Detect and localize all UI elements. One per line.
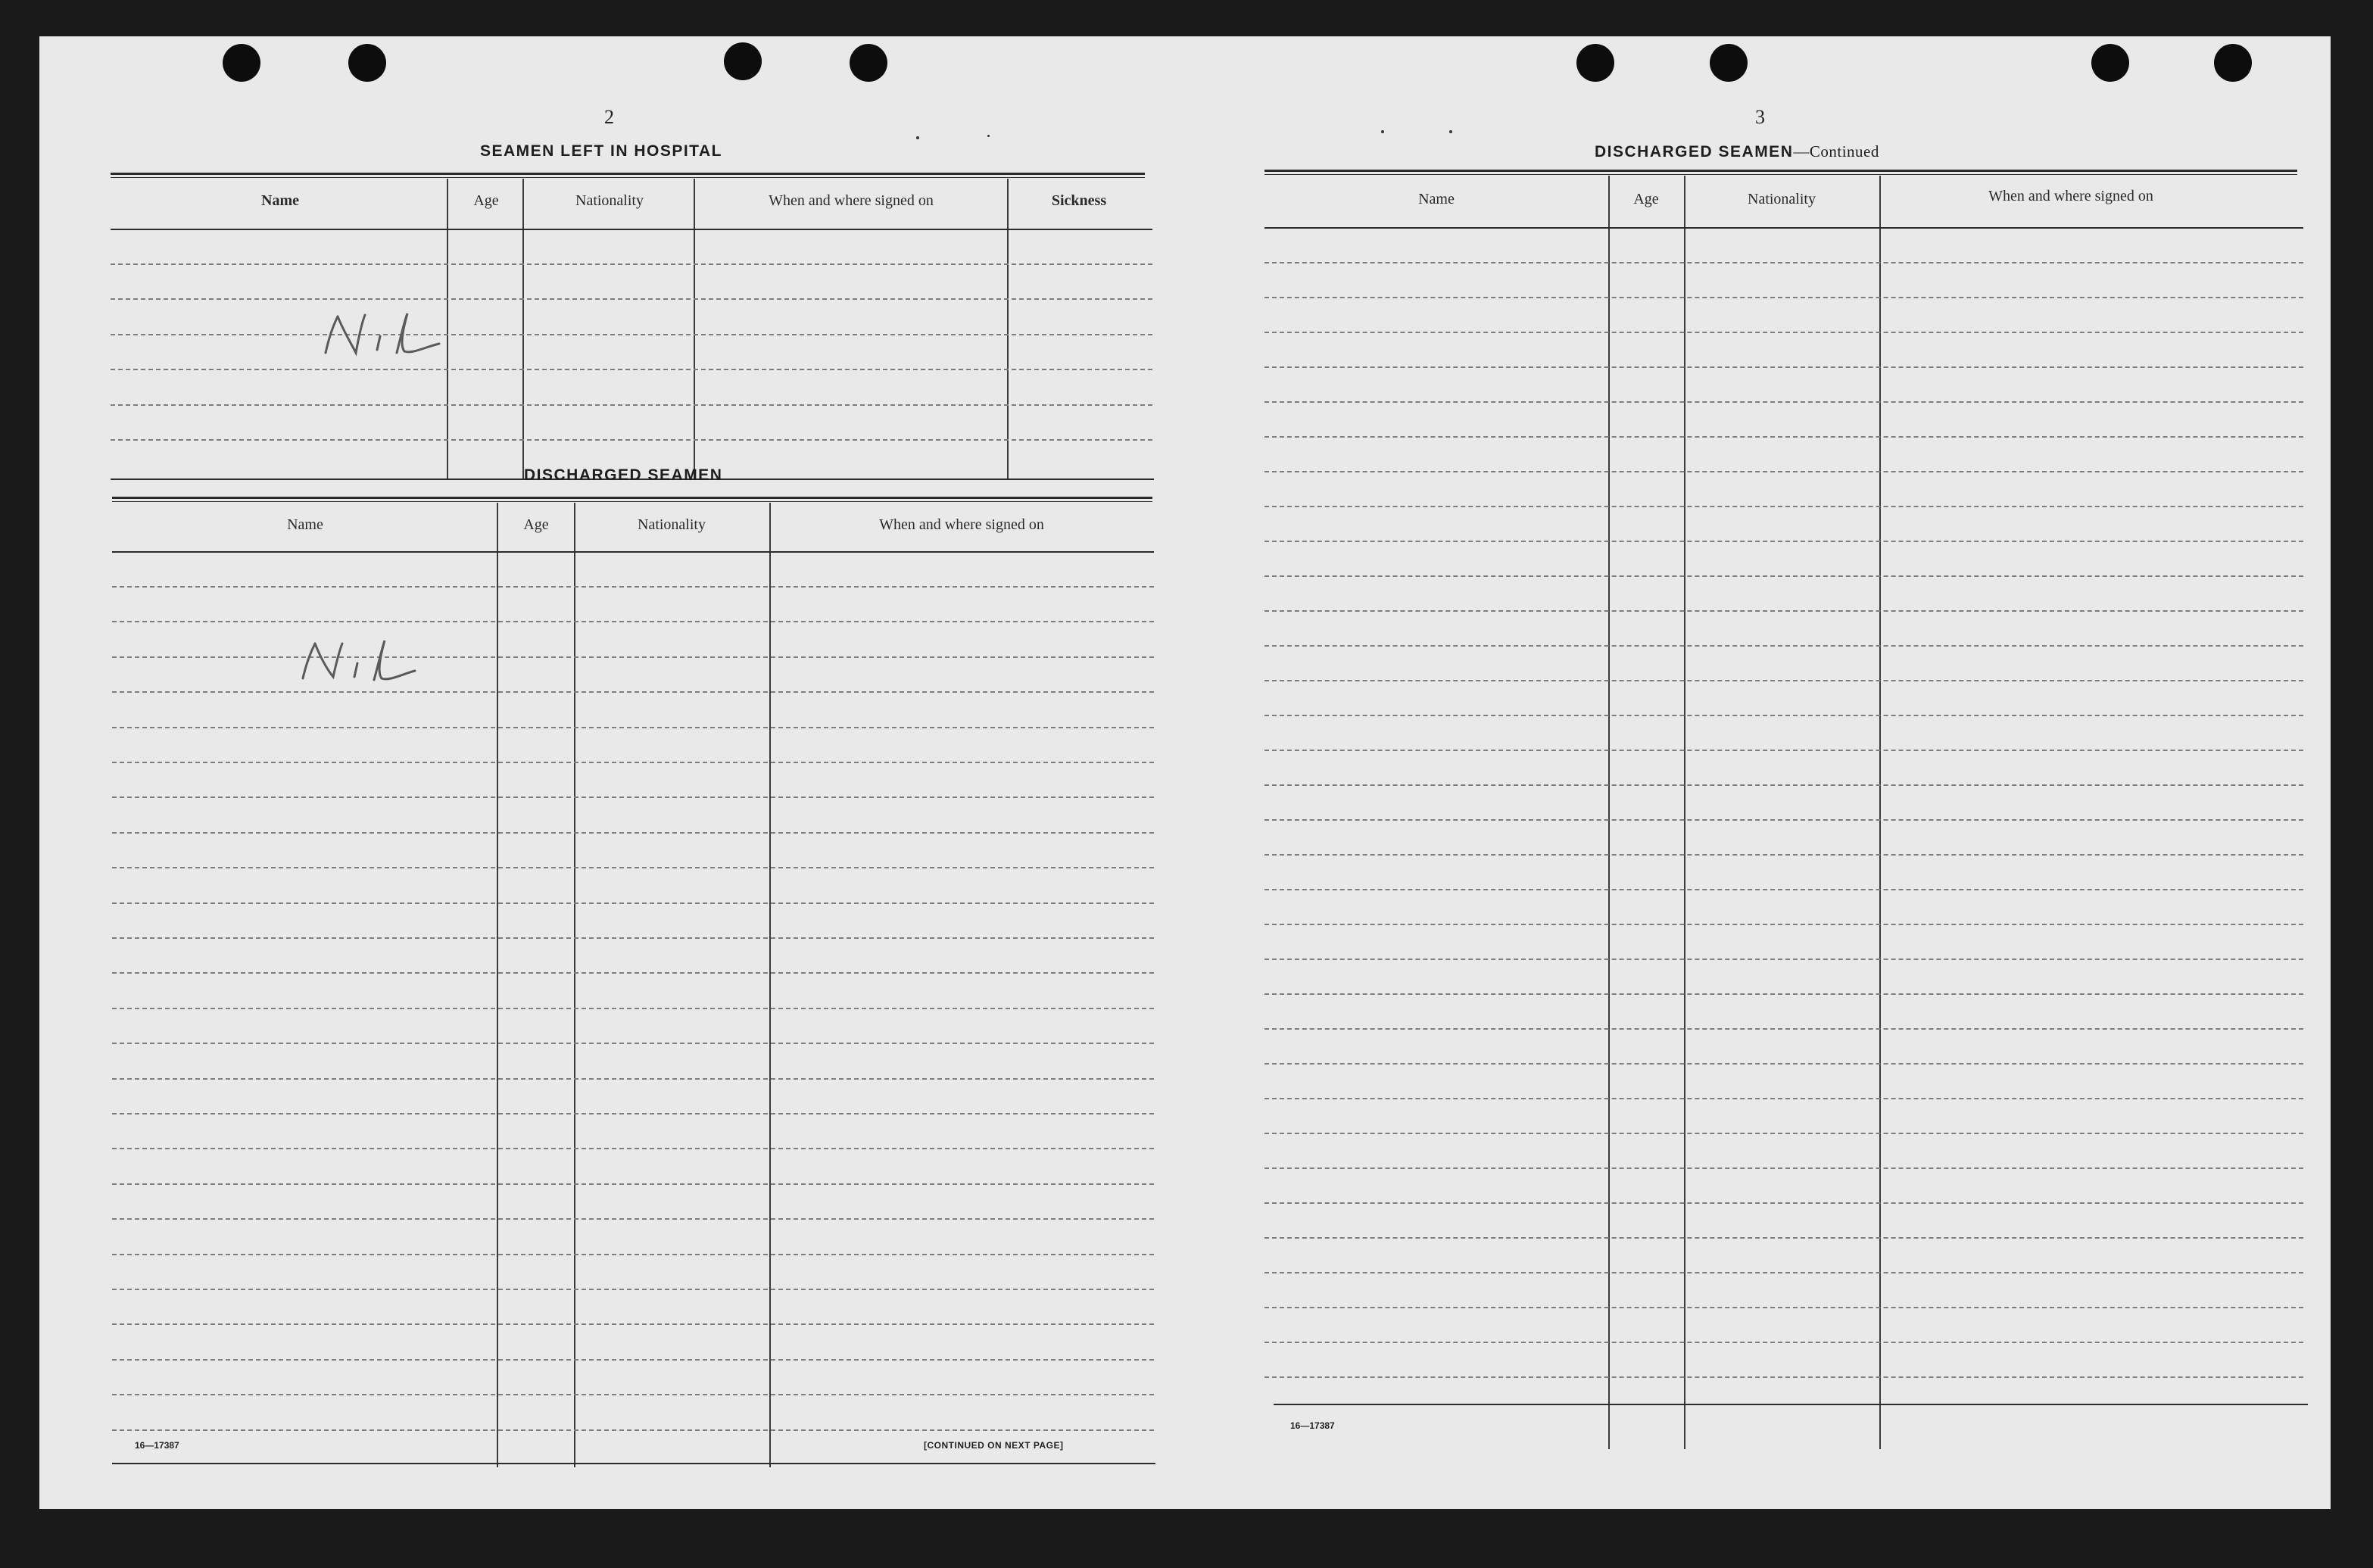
punch-hole — [2091, 44, 2129, 82]
column-divider — [497, 503, 498, 1467]
ruled-row-line — [112, 972, 1154, 974]
ruled-row-line — [1264, 262, 2303, 263]
ruled-row-line — [112, 762, 1154, 763]
column-header-signed-on: When and where signed on — [769, 192, 934, 209]
ruled-row-line — [1264, 1133, 2303, 1134]
column-header-name: Name — [1418, 191, 1455, 207]
header-underline — [111, 229, 1152, 230]
table-top-rule — [112, 497, 1152, 499]
ruled-row-line — [112, 1323, 1154, 1325]
ruled-row-line — [112, 937, 1154, 939]
ruled-row-line — [112, 586, 1154, 588]
ruled-row-line — [1264, 401, 2303, 403]
ruled-row-line — [1264, 1376, 2303, 1378]
ruled-row-line — [112, 656, 1154, 658]
ruled-row-line — [1264, 1098, 2303, 1099]
ruled-row-line — [1264, 889, 2303, 890]
ruled-row-line — [1264, 1272, 2303, 1273]
ruled-row-line — [112, 1254, 1154, 1255]
ruled-row-line — [112, 1148, 1154, 1149]
handwritten-nil — [312, 300, 448, 368]
ruled-row-line — [1264, 854, 2303, 856]
ruled-row-line — [112, 1289, 1154, 1290]
continued-note: [CONTINUED ON NEXT PAGE] — [924, 1440, 1064, 1451]
page-number: 3 — [1755, 106, 1765, 128]
ruled-row-line — [112, 1429, 1154, 1431]
handwritten-nil — [291, 630, 427, 690]
table-top-rule — [112, 501, 1152, 502]
ruled-row-line — [1264, 784, 2303, 786]
ruled-row-line — [112, 1008, 1154, 1009]
scan-speck — [1449, 130, 1452, 133]
table-bottom-rule — [1274, 1404, 2308, 1405]
ruled-row-line — [112, 621, 1154, 622]
table-top-rule — [1264, 170, 2297, 172]
ruled-row-line — [112, 1218, 1154, 1220]
title-main: DISCHARGED SEAMEN — [1595, 143, 1794, 161]
ruled-row-line — [111, 263, 1152, 265]
scan-speck — [1381, 130, 1384, 133]
ruled-row-line — [112, 1359, 1154, 1361]
ruled-row-line — [112, 1183, 1154, 1185]
ruled-row-line — [111, 334, 1152, 335]
column-header-nationality: Nationality — [575, 192, 644, 209]
column-header-nationality: Nationality — [638, 516, 706, 533]
ruled-row-line — [112, 1078, 1154, 1080]
ruled-row-line — [1264, 1167, 2303, 1169]
ruled-row-line — [1264, 1237, 2303, 1239]
header-underline — [1264, 227, 2303, 229]
punch-hole — [1710, 44, 1748, 82]
ruled-row-line — [1264, 959, 2303, 960]
ruled-row-line — [112, 867, 1154, 868]
ruled-row-line — [1264, 993, 2303, 995]
ruled-row-line — [1264, 471, 2303, 472]
ruled-row-line — [112, 1394, 1154, 1395]
form-code: 16—17387 — [135, 1440, 179, 1451]
column-divider — [769, 503, 771, 1467]
ruled-row-line — [1264, 575, 2303, 577]
header-underline — [112, 551, 1154, 553]
ruled-row-line — [1264, 506, 2303, 507]
hospital-section-title: SEAMEN LEFT IN HOSPITAL — [480, 142, 722, 160]
ruled-row-line — [1264, 750, 2303, 751]
ruled-row-line — [1264, 297, 2303, 298]
column-header-name: Name — [261, 192, 299, 209]
punch-hole — [850, 44, 887, 82]
ruled-row-line — [112, 727, 1154, 728]
ruled-row-line — [1264, 715, 2303, 716]
ruled-row-line — [1264, 1028, 2303, 1030]
ruled-row-line — [1264, 1063, 2303, 1065]
table-top-rule — [111, 173, 1145, 175]
scan-speck — [916, 136, 919, 139]
ruled-row-line — [112, 796, 1154, 798]
ruled-row-line — [1264, 366, 2303, 368]
column-header-sickness: Sickness — [1051, 192, 1107, 209]
discharged-section-title: DISCHARGED SEAMEN — [524, 466, 723, 484]
ruled-row-line — [112, 691, 1154, 693]
column-header-name: Name — [287, 516, 323, 533]
title-suffix: —Continued — [1793, 142, 1879, 161]
discharged-continued-title — [1595, 142, 1879, 161]
ruled-row-line — [1264, 645, 2303, 647]
ruled-row-line — [1264, 1342, 2303, 1343]
ruled-row-line — [1264, 332, 2303, 333]
column-header-age: Age — [473, 192, 499, 209]
punch-hole — [348, 44, 386, 82]
column-header-age: Age — [1633, 191, 1659, 207]
punch-hole — [1576, 44, 1614, 82]
column-divider — [694, 179, 695, 480]
column-header-signed-on: When and where signed on — [879, 516, 1044, 533]
ruled-row-line — [1264, 1202, 2303, 1204]
column-header-nationality: Nationality — [1748, 191, 1816, 207]
column-divider — [522, 179, 524, 480]
page-number: 2 — [604, 106, 614, 128]
form-code: 16—17387 — [1290, 1420, 1335, 1431]
ruled-row-line — [1264, 436, 2303, 438]
ruled-row-line — [112, 1043, 1154, 1044]
punch-hole — [2214, 44, 2252, 82]
scan-speck — [987, 135, 990, 137]
ruled-row-line — [111, 369, 1152, 370]
ruled-row-line — [1264, 924, 2303, 925]
ruled-row-line — [111, 439, 1152, 441]
ruled-row-line — [1264, 819, 2303, 821]
ruled-row-line — [1264, 1307, 2303, 1308]
ruled-row-line — [112, 1113, 1154, 1114]
column-divider — [574, 503, 575, 1467]
ruled-row-line — [112, 902, 1154, 904]
ruled-row-line — [1264, 541, 2303, 542]
punch-hole — [724, 42, 762, 80]
column-header-age: Age — [523, 516, 549, 533]
ruled-row-line — [1264, 680, 2303, 681]
ruled-row-line — [112, 832, 1154, 834]
manifest-sheet — [39, 36, 2331, 1509]
ruled-row-line — [1264, 610, 2303, 612]
column-divider — [1007, 179, 1009, 480]
ruled-row-line — [111, 298, 1152, 300]
table-bottom-rule — [112, 1463, 1155, 1464]
punch-hole — [223, 44, 260, 82]
table-top-rule — [1264, 174, 2297, 175]
column-header-signed-on: When and where signed on — [1988, 188, 2153, 204]
ruled-row-line — [111, 404, 1152, 406]
table-top-rule — [111, 177, 1145, 178]
